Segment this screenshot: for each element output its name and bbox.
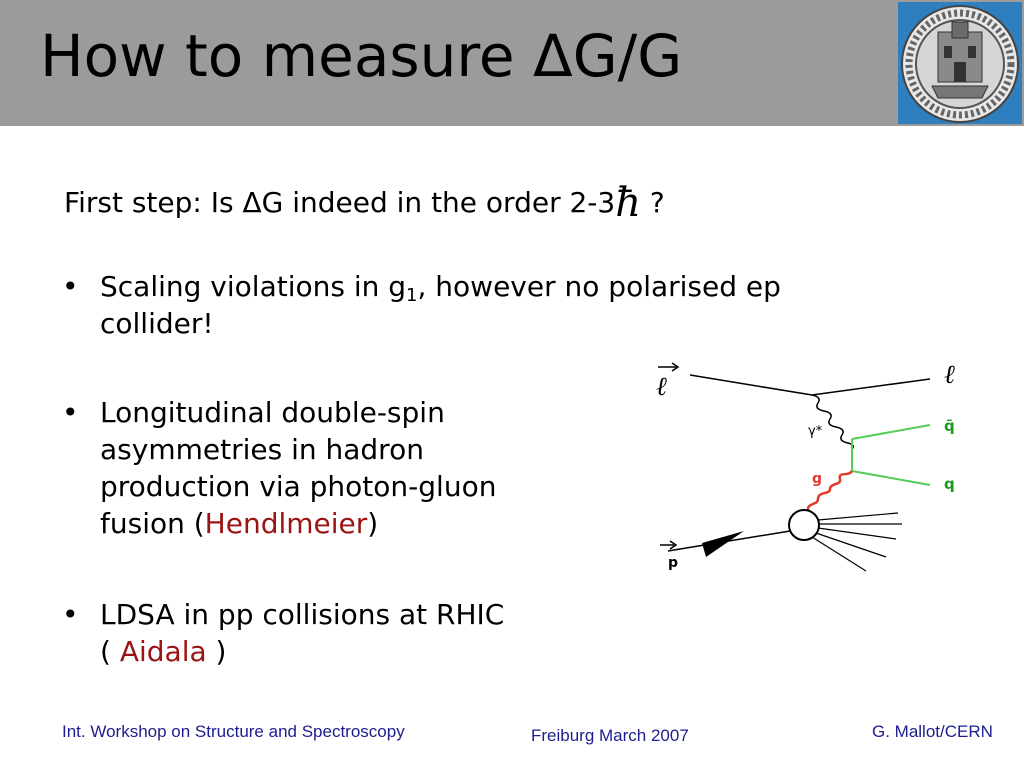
subtitle-tail: ? [641, 186, 665, 219]
subtitle [64, 176, 665, 226]
bullet-line: production via photon-gluon [100, 470, 497, 503]
speaker-link-hendlmeier[interactable]: Hendlmeier [204, 507, 368, 540]
title-bar [0, 0, 1024, 126]
bullet-dot: • [62, 396, 79, 429]
bullet-line: ) [367, 507, 379, 540]
university-seal-logo [898, 2, 1022, 124]
remnant-line [818, 513, 898, 520]
photon-line [812, 395, 853, 449]
lepton-out-label: ℓ [944, 360, 955, 390]
bullet-line: Scaling violations in g [100, 270, 407, 303]
lepton-in-line [690, 375, 812, 395]
hbar-symbol: ħ [615, 180, 641, 226]
bullet-line: LDSA in pp collisions at RHIC [100, 598, 505, 631]
proton-arrow [702, 531, 744, 557]
bullet-text [100, 268, 781, 342]
lepton-in-label: ℓ [656, 372, 667, 402]
proton-vertex [789, 510, 819, 540]
bullet-line: , however no polarised ep [417, 270, 781, 303]
bullet-dot: • [62, 598, 79, 631]
proton-label: p [668, 555, 679, 571]
bullet-line: collider! [100, 307, 214, 340]
bullet-line: asymmetries in hadron [100, 433, 424, 466]
photon-gluon-fusion-diagram [640, 345, 980, 577]
bullet-line: ) [206, 635, 227, 668]
footer-author: G. Mallot/CERN [872, 722, 993, 741]
photon-label: γ* [808, 424, 823, 439]
bullet-text [100, 596, 504, 670]
remnant-line [812, 537, 866, 571]
quark-bar-line [852, 425, 930, 439]
bullet-line: fusion ( [100, 507, 205, 540]
subscript: 1 [406, 285, 418, 306]
bullet-dot: • [62, 270, 79, 303]
bullet-text [100, 394, 496, 542]
footer-workshop: Int. Workshop on Structure and Spectroscopy [62, 722, 405, 741]
quark-line [852, 471, 930, 485]
bullet-line: Longitudinal double-spin [100, 396, 445, 429]
quark-label: q [944, 475, 955, 493]
speaker-link-aidala[interactable]: Aidala [119, 635, 207, 668]
subtitle-lead: First step: Is ΔG indeed in the order 2-3 [64, 186, 616, 219]
gluon-line [802, 471, 852, 515]
lepton-out-line [812, 379, 930, 395]
gluon-label: g [812, 471, 823, 487]
quark-bar-label: q̄ [944, 417, 955, 435]
bullet-line: ( [100, 635, 120, 668]
footer-date: Freiburg March 2007 [531, 726, 689, 745]
slide-title: How to measure ΔG/G [40, 22, 683, 90]
